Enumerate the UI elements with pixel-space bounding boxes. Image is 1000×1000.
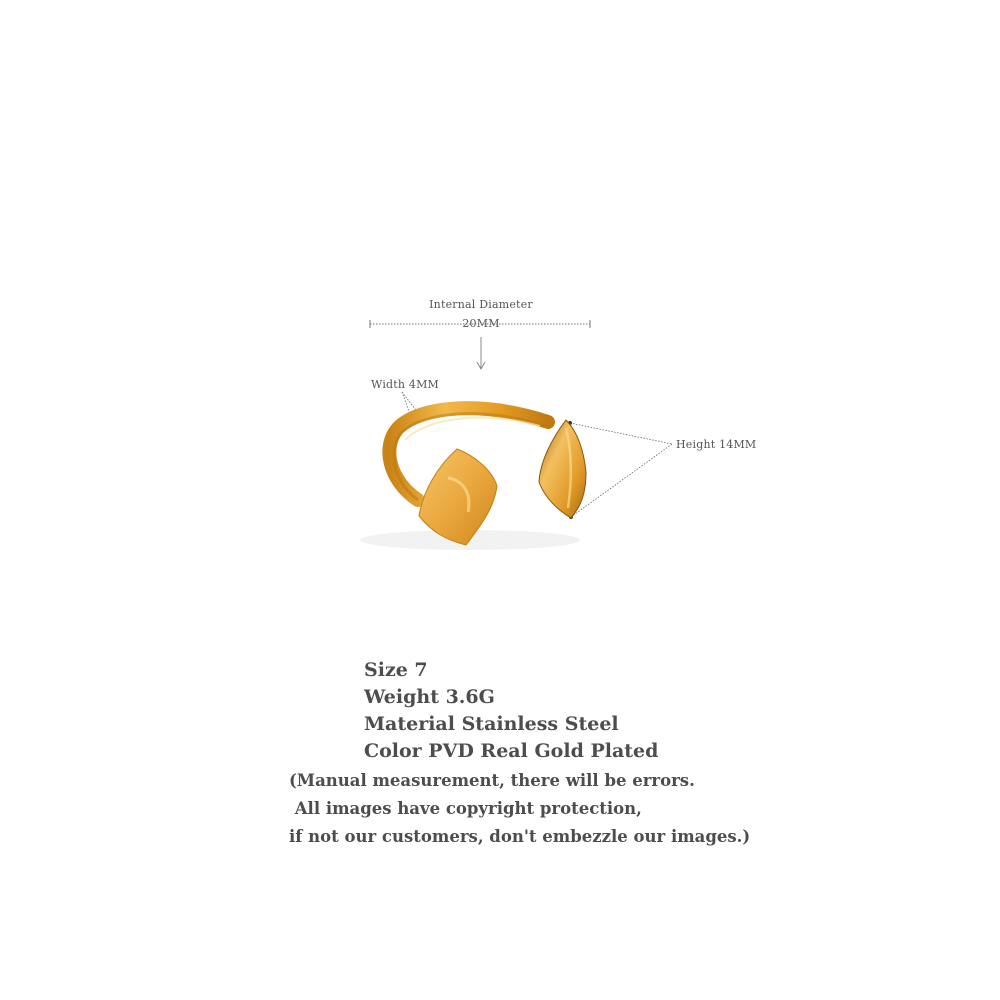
disclaimer-line: (Manual measurement, there will be errors. bbox=[289, 771, 695, 790]
spec-color: Color PVD Real Gold Plated bbox=[364, 740, 659, 762]
disclaimer-line: All images have copyright protection, bbox=[289, 799, 642, 818]
ring-right-plate bbox=[539, 420, 586, 518]
diameter-line bbox=[370, 320, 590, 328]
internal-diameter-value: 20MM bbox=[462, 317, 500, 330]
disclaimer-line: if not our customers, don't embezzle our images.) bbox=[289, 827, 751, 846]
internal-diameter-label: Internal Diameter bbox=[429, 298, 533, 311]
spec-list bbox=[364, 657, 658, 765]
spec-material: Material Stainless Steel bbox=[364, 713, 619, 735]
disclaimer-notes bbox=[289, 767, 750, 851]
spec-weight: Weight 3.6G bbox=[364, 686, 495, 708]
arrow-down-icon bbox=[477, 337, 485, 369]
spec-size: Size 7 bbox=[364, 659, 428, 681]
height-label: Height 14MM bbox=[676, 438, 757, 451]
width-label: Width 4MM bbox=[371, 378, 439, 391]
